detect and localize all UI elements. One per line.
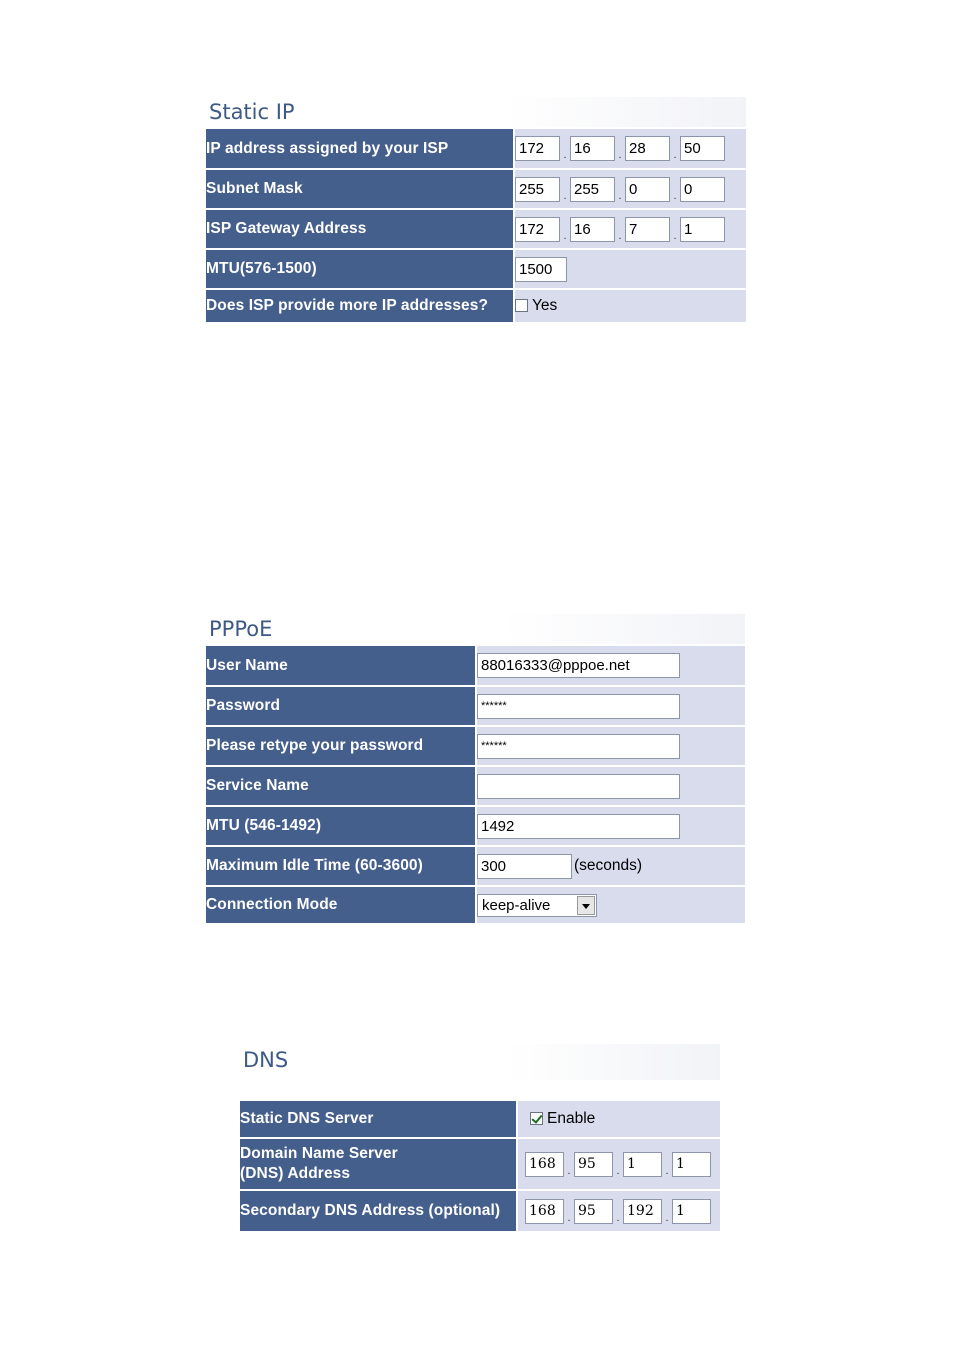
mtu-input[interactable] xyxy=(515,257,567,282)
gateway-octet-2[interactable] xyxy=(570,217,615,242)
octet-separator: . xyxy=(618,229,622,242)
primary-dns-label-line1: Domain Name Server xyxy=(240,1145,398,1162)
subnet-mask-row xyxy=(206,169,746,209)
idle-time-row xyxy=(206,846,745,886)
user-name-label: User Name xyxy=(206,646,476,686)
gateway-fields xyxy=(514,209,746,249)
primary-dns-row xyxy=(240,1138,720,1190)
idle-time-unit: (seconds) xyxy=(574,857,643,874)
static-ip-table xyxy=(206,129,746,322)
user-name-cell xyxy=(476,646,745,686)
connection-mode-value: keep-alive xyxy=(482,896,551,914)
mtu-row xyxy=(206,249,746,289)
mtu-field-cell xyxy=(514,249,746,289)
ip-octet-2[interactable] xyxy=(570,136,615,161)
password-label: Password xyxy=(206,686,476,726)
octet-separator: . xyxy=(618,189,622,202)
service-name-label: Service Name xyxy=(206,766,476,806)
pppoe-title: PPPoE xyxy=(206,614,745,644)
octet-separator: . xyxy=(567,1211,571,1224)
static-dns-row xyxy=(240,1101,720,1138)
gateway-octet-3[interactable] xyxy=(625,217,670,242)
ip-octet-1[interactable] xyxy=(515,136,560,161)
octet-separator: . xyxy=(563,149,567,161)
connection-mode-select[interactable] xyxy=(477,894,597,917)
octet-separator: . xyxy=(616,1164,620,1177)
octet-separator: . xyxy=(618,149,622,161)
static-ip-panel xyxy=(206,97,746,323)
ip-octet-4[interactable] xyxy=(680,136,725,161)
pppoe-mtu-cell xyxy=(476,806,745,846)
subnet-mask-label: Subnet Mask xyxy=(206,169,514,209)
more-ip-checkbox[interactable] xyxy=(515,299,528,312)
gateway-octet-1[interactable] xyxy=(515,217,560,242)
mask-octet-1[interactable] xyxy=(515,177,560,202)
primary-dns-label xyxy=(240,1138,517,1190)
secondary-dns-row xyxy=(240,1190,720,1231)
octet-separator: . xyxy=(673,149,677,161)
ip-address-label: IP address assigned by your ISP xyxy=(206,129,514,169)
idle-time-input[interactable] xyxy=(477,854,572,879)
secondary-dns-fields xyxy=(517,1190,720,1231)
service-name-cell xyxy=(476,766,745,806)
password-input[interactable] xyxy=(477,694,680,719)
static-dns-label: Static DNS Server xyxy=(240,1101,517,1138)
dns-table xyxy=(240,1101,720,1231)
idle-time-cell xyxy=(476,846,745,886)
dns-octet-3[interactable] xyxy=(623,1152,662,1177)
subnet-mask-fields xyxy=(514,169,746,209)
octet-separator: . xyxy=(616,1211,620,1224)
user-name-input[interactable] xyxy=(477,653,680,678)
more-ip-cell xyxy=(514,289,746,322)
gateway-row xyxy=(206,209,746,249)
connection-mode-label: Connection Mode xyxy=(206,886,476,923)
idle-time-label: Maximum Idle Time (60-3600) xyxy=(206,846,476,886)
mask-octet-2[interactable] xyxy=(570,177,615,202)
dns-octet-4[interactable] xyxy=(672,1152,711,1177)
more-ip-row xyxy=(206,289,746,322)
dns-octet-2[interactable] xyxy=(574,1152,613,1177)
password-cell xyxy=(476,686,745,726)
secondary-dns-octet-3[interactable] xyxy=(623,1199,662,1224)
secondary-dns-octet-2[interactable] xyxy=(574,1199,613,1224)
user-name-row xyxy=(206,646,745,686)
secondary-dns-label: Secondary DNS Address (optional) xyxy=(240,1190,517,1231)
connection-mode-row xyxy=(206,886,745,923)
more-ip-checkbox-label: Yes xyxy=(532,296,558,314)
secondary-dns-octet-1[interactable] xyxy=(525,1199,564,1224)
octet-separator: . xyxy=(563,229,567,242)
primary-dns-fields xyxy=(517,1138,720,1190)
pppoe-mtu-input[interactable] xyxy=(477,814,680,839)
octet-separator: . xyxy=(673,229,677,242)
retype-password-label: Please retype your password xyxy=(206,726,476,766)
octet-separator: . xyxy=(673,189,677,202)
service-name-row xyxy=(206,766,745,806)
ip-octet-3[interactable] xyxy=(625,136,670,161)
chevron-down-icon[interactable] xyxy=(577,896,595,915)
pppoe-table xyxy=(206,646,745,923)
octet-separator: . xyxy=(567,1164,571,1177)
static-ip-title: Static IP xyxy=(206,97,746,127)
static-dns-cell xyxy=(517,1101,720,1138)
primary-dns-label-line2: (DNS) Address xyxy=(240,1165,351,1182)
gateway-label: ISP Gateway Address xyxy=(206,209,514,249)
mask-octet-3[interactable] xyxy=(625,177,670,202)
pppoe-mtu-row xyxy=(206,806,745,846)
octet-separator: . xyxy=(665,1211,669,1224)
retype-password-row xyxy=(206,726,745,766)
dns-title: DNS xyxy=(240,1044,720,1080)
octet-separator: . xyxy=(665,1164,669,1177)
connection-mode-cell xyxy=(476,886,745,923)
dns-octet-1[interactable] xyxy=(525,1152,564,1177)
retype-password-cell xyxy=(476,726,745,766)
pppoe-panel xyxy=(206,614,745,924)
mask-octet-4[interactable] xyxy=(680,177,725,202)
static-dns-checkbox-label: Enable xyxy=(547,1109,596,1127)
gateway-octet-4[interactable] xyxy=(680,217,725,242)
static-dns-checkbox[interactable] xyxy=(530,1112,543,1125)
ip-address-fields xyxy=(514,129,746,169)
dns-panel xyxy=(240,1044,720,1234)
ip-address-row xyxy=(206,129,746,169)
password-row xyxy=(206,686,745,726)
retype-password-input[interactable] xyxy=(477,734,680,759)
service-name-input[interactable] xyxy=(477,774,680,799)
secondary-dns-octet-4[interactable] xyxy=(672,1199,711,1224)
more-ip-label: Does ISP provide more IP addresses? xyxy=(206,289,514,322)
pppoe-mtu-label: MTU (546-1492) xyxy=(206,806,476,846)
octet-separator: . xyxy=(563,189,567,202)
mtu-label: MTU(576-1500) xyxy=(206,249,514,289)
